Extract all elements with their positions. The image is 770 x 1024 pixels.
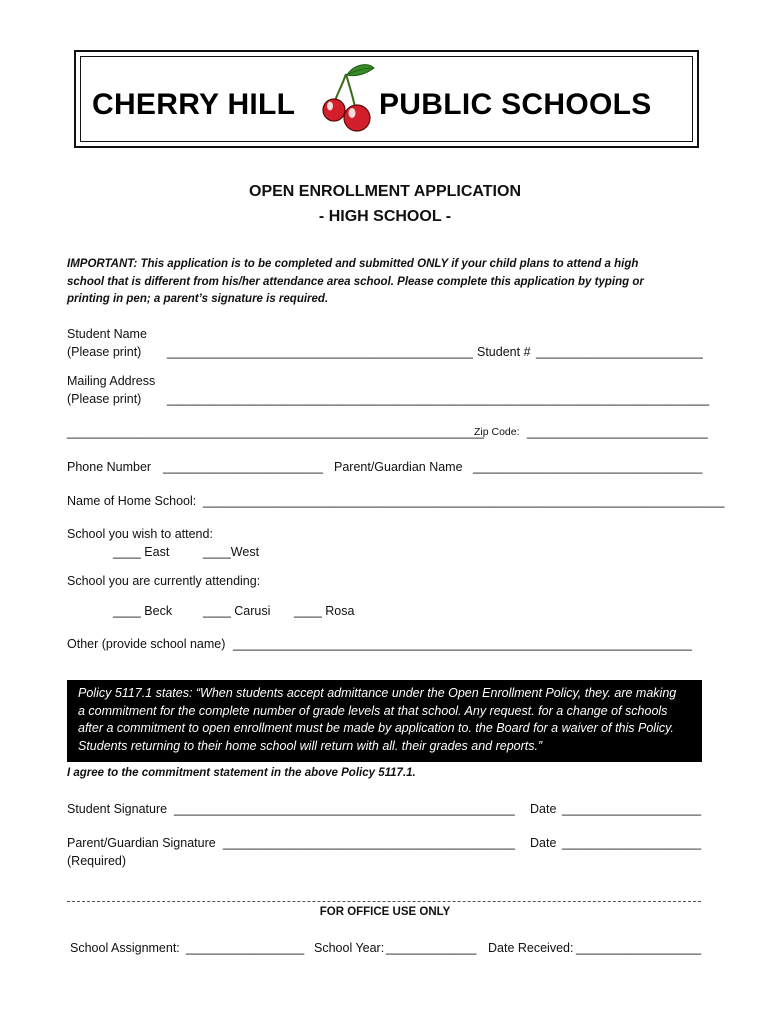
current-school-label: School you are currently attending: [67, 574, 261, 588]
mailing-address-hint: (Please print) [67, 392, 142, 406]
home-school-label: Name of Home School: [67, 494, 197, 508]
wish-east-option[interactable]: ____ East [113, 545, 170, 559]
student-signature-label: Student Signature [67, 802, 168, 816]
school-assignment-field[interactable]: _________________ [186, 941, 305, 955]
guardian-name-label: Parent/Guardian Name [334, 460, 463, 474]
zip-code-label: Zip Code: [474, 426, 520, 438]
header-right-text: PUBLIC SCHOOLS [379, 88, 652, 121]
policy-line-3: after a commitment to open enrollment must be made by application to. the Board for a waiver of this Policy. [78, 721, 674, 736]
current-rosa-option[interactable]: ____ Rosa [294, 604, 355, 618]
office-use-heading: FOR OFFICE USE ONLY [319, 906, 451, 918]
parent-signature-label: Parent/Guardian Signature [67, 836, 216, 850]
student-date-field[interactable]: ____________________ [562, 802, 702, 816]
wish-school-label: School you wish to attend: [67, 527, 213, 541]
address-line-2-field[interactable]: ____________________________________________________________ [67, 425, 485, 439]
wish-west-option[interactable]: ____West [203, 545, 260, 559]
required-note: (Required) [67, 854, 127, 868]
policy-line-2: a commitment for the complete number of grade levels at that school. Any request. for a change of schools [78, 703, 668, 718]
parent-date-label: Date [530, 836, 557, 850]
student-signature-field[interactable]: _________________________________________________ [174, 802, 515, 816]
office-divider [67, 901, 701, 902]
guardian-name-field[interactable]: _________________________________ [473, 460, 703, 474]
form-title: OPEN ENROLLMENT APPLICATION [249, 183, 521, 200]
zip-code-field[interactable]: __________________________ [527, 425, 708, 439]
phone-number-label: Phone Number [67, 460, 152, 474]
important-line-1: IMPORTANT: This application is to be completed and submitted ONLY if your child plans to attend a high [67, 258, 639, 270]
important-line-3: printing in pen; a parent’s signature is required. [67, 293, 329, 305]
parent-date-field[interactable]: ____________________ [562, 836, 702, 850]
policy-statement-box [67, 680, 702, 762]
date-received-label: Date Received: [488, 941, 574, 955]
date-received-field[interactable]: __________________ [576, 941, 702, 955]
student-number-field[interactable]: ________________________ [536, 345, 703, 359]
school-assignment-label: School Assignment: [70, 941, 180, 955]
mailing-address-field[interactable]: ______________________________________________________________________________ [167, 392, 710, 406]
form-subtitle: - HIGH SCHOOL - [318, 208, 452, 225]
policy-line-1: Policy 5117.1 states: “When students accept admittance under the Open Enrollment Policy, they. are making [78, 686, 677, 700]
header-left-text: CHERRY HILL [92, 88, 296, 121]
important-line-2: school that is different from his/her attendance area school. Please complete this application by typing or [67, 276, 644, 288]
parent-signature-field[interactable]: __________________________________________ [223, 836, 515, 850]
school-year-label: School Year: [314, 941, 385, 955]
agreement-statement: I agree to the commitment statement in the above Policy 5117.1. [67, 767, 416, 779]
mailing-address-label: Mailing Address [67, 374, 156, 388]
student-name-field[interactable]: ____________________________________________ [167, 345, 473, 359]
student-name-label: Student Name [67, 327, 147, 341]
student-number-label: Student # [477, 345, 531, 359]
home-school-field[interactable]: ___________________________________________________________________________ [203, 494, 725, 508]
student-date-label: Date [530, 802, 557, 816]
student-name-hint: (Please print) [67, 345, 142, 359]
phone-number-field[interactable]: _______________________ [163, 460, 323, 474]
other-school-label: Other (provide school name) [67, 637, 226, 651]
cherry-icon [320, 62, 380, 134]
policy-line-4: Students returning to their home school will return with all. their grades and reports.” [78, 738, 543, 753]
current-carusi-option[interactable]: ____ Carusi [203, 604, 271, 618]
other-school-field[interactable]: __________________________________________________________________ [233, 637, 692, 651]
school-year-field[interactable]: _____________ [386, 941, 477, 955]
current-beck-option[interactable]: ____ Beck [113, 604, 173, 618]
